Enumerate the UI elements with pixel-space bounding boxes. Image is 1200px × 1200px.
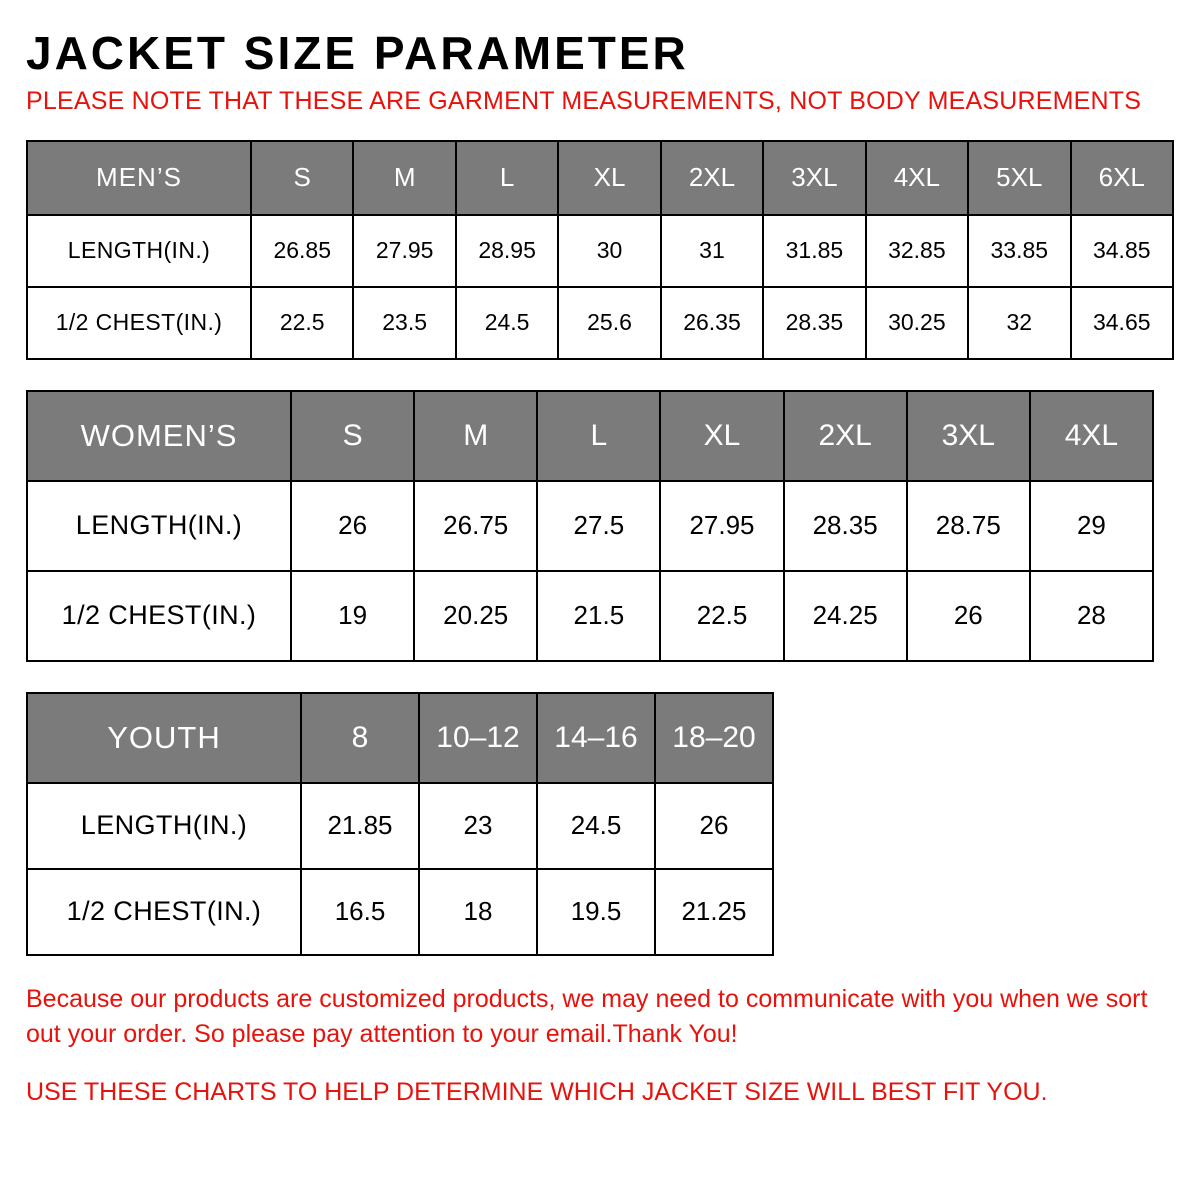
womens-cell: 27.95 — [660, 481, 783, 571]
youth-size-header: 18–20 — [655, 693, 773, 783]
womens-row-label: 1/2 CHEST(IN.) — [27, 571, 291, 661]
youth-cell: 18 — [419, 869, 537, 955]
womens-cell: 19 — [291, 571, 414, 661]
womens-cell: 28.75 — [907, 481, 1030, 571]
youth-cell: 26 — [655, 783, 773, 869]
table-row — [27, 215, 1173, 287]
page-title: JACKET SIZE PARAMETER — [26, 27, 689, 79]
youth-cell: 21.85 — [301, 783, 419, 869]
mens-row-label: 1/2 CHEST(IN.) — [27, 287, 251, 359]
mens-cell: 23.5 — [353, 287, 455, 359]
mens-cell: 32.85 — [866, 215, 968, 287]
womens-size-header: XL — [660, 391, 783, 481]
womens-size-header: S — [291, 391, 414, 481]
footer-note-usage: USE THESE CHARTS TO HELP DETERMINE WHICH JACKET SIZE WILL BEST FIT YOU. — [26, 1077, 1048, 1106]
mens-cell: 25.6 — [558, 287, 660, 359]
mens-cell: 30.25 — [866, 287, 968, 359]
youth-cell: 19.5 — [537, 869, 655, 955]
mens-cell: 30 — [558, 215, 660, 287]
mens-size-header: L — [456, 141, 558, 215]
womens-cell: 29 — [1030, 481, 1153, 571]
mens-cell: 31 — [661, 215, 763, 287]
womens-cell: 27.5 — [537, 481, 660, 571]
table-header-row — [27, 693, 773, 783]
mens-size-header: 4XL — [866, 141, 968, 215]
youth-size-header: 10–12 — [419, 693, 537, 783]
womens-size-header: 3XL — [907, 391, 1030, 481]
mens-cell: 27.95 — [353, 215, 455, 287]
womens-cell: 24.25 — [784, 571, 907, 661]
youth-table-label: YOUTH — [27, 693, 301, 783]
womens-cell: 26 — [907, 571, 1030, 661]
mens-size-header: 5XL — [968, 141, 1070, 215]
table-row — [27, 869, 773, 955]
womens-table-label: WOMEN’S — [27, 391, 291, 481]
womens-cell: 28 — [1030, 571, 1153, 661]
mens-cell: 22.5 — [251, 287, 353, 359]
youth-cell: 24.5 — [537, 783, 655, 869]
mens-cell: 28.35 — [763, 287, 865, 359]
mens-size-header: 3XL — [763, 141, 865, 215]
mens-cell: 28.95 — [456, 215, 558, 287]
mens-row-label: LENGTH(IN.) — [27, 215, 251, 287]
table-row — [27, 481, 1153, 571]
womens-cell: 28.35 — [784, 481, 907, 571]
youth-cell: 16.5 — [301, 869, 419, 955]
mens-cell: 33.85 — [968, 215, 1070, 287]
womens-cell: 26.75 — [414, 481, 537, 571]
mens-cell: 24.5 — [456, 287, 558, 359]
mens-size-header: M — [353, 141, 455, 215]
table-row — [27, 571, 1153, 661]
table-header-row — [27, 141, 1173, 215]
mens-cell: 34.65 — [1071, 287, 1174, 359]
mens-size-header: XL — [558, 141, 660, 215]
table-row — [27, 783, 773, 869]
womens-size-header: 2XL — [784, 391, 907, 481]
womens-size-table — [26, 390, 1154, 662]
measurement-note: PLEASE NOTE THAT THESE ARE GARMENT MEASUREMENTS, NOT BODY MEASUREMENTS — [26, 86, 1142, 115]
mens-cell: 26.85 — [251, 215, 353, 287]
womens-row-label: LENGTH(IN.) — [27, 481, 291, 571]
womens-cell: 21.5 — [537, 571, 660, 661]
footer-notes — [26, 982, 1174, 1111]
mens-table-label: MEN’S — [27, 141, 251, 215]
youth-size-header: 8 — [301, 693, 419, 783]
womens-size-header: 4XL — [1030, 391, 1153, 481]
mens-cell: 31.85 — [763, 215, 865, 287]
womens-size-header: L — [537, 391, 660, 481]
table-header-row — [27, 391, 1153, 481]
youth-cell: 21.25 — [655, 869, 773, 955]
youth-size-table — [26, 692, 774, 956]
mens-cell: 26.35 — [661, 287, 763, 359]
youth-row-label: LENGTH(IN.) — [27, 783, 301, 869]
mens-size-header: S — [251, 141, 353, 215]
womens-cell: 26 — [291, 481, 414, 571]
mens-size-table — [26, 140, 1174, 360]
youth-row-label: 1/2 CHEST(IN.) — [27, 869, 301, 955]
table-row — [27, 287, 1173, 359]
mens-size-header: 6XL — [1071, 141, 1174, 215]
mens-size-header: 2XL — [661, 141, 763, 215]
youth-size-header: 14–16 — [537, 693, 655, 783]
womens-size-header: M — [414, 391, 537, 481]
mens-cell: 32 — [968, 287, 1070, 359]
mens-cell: 34.85 — [1071, 215, 1174, 287]
womens-cell: 20.25 — [414, 571, 537, 661]
womens-cell: 22.5 — [660, 571, 783, 661]
footer-note-customization: Because our products are customized products, we may need to communicate with you when we sort out your order. So please pay attention to your email.Thank You! — [26, 984, 1148, 1049]
youth-cell: 23 — [419, 783, 537, 869]
